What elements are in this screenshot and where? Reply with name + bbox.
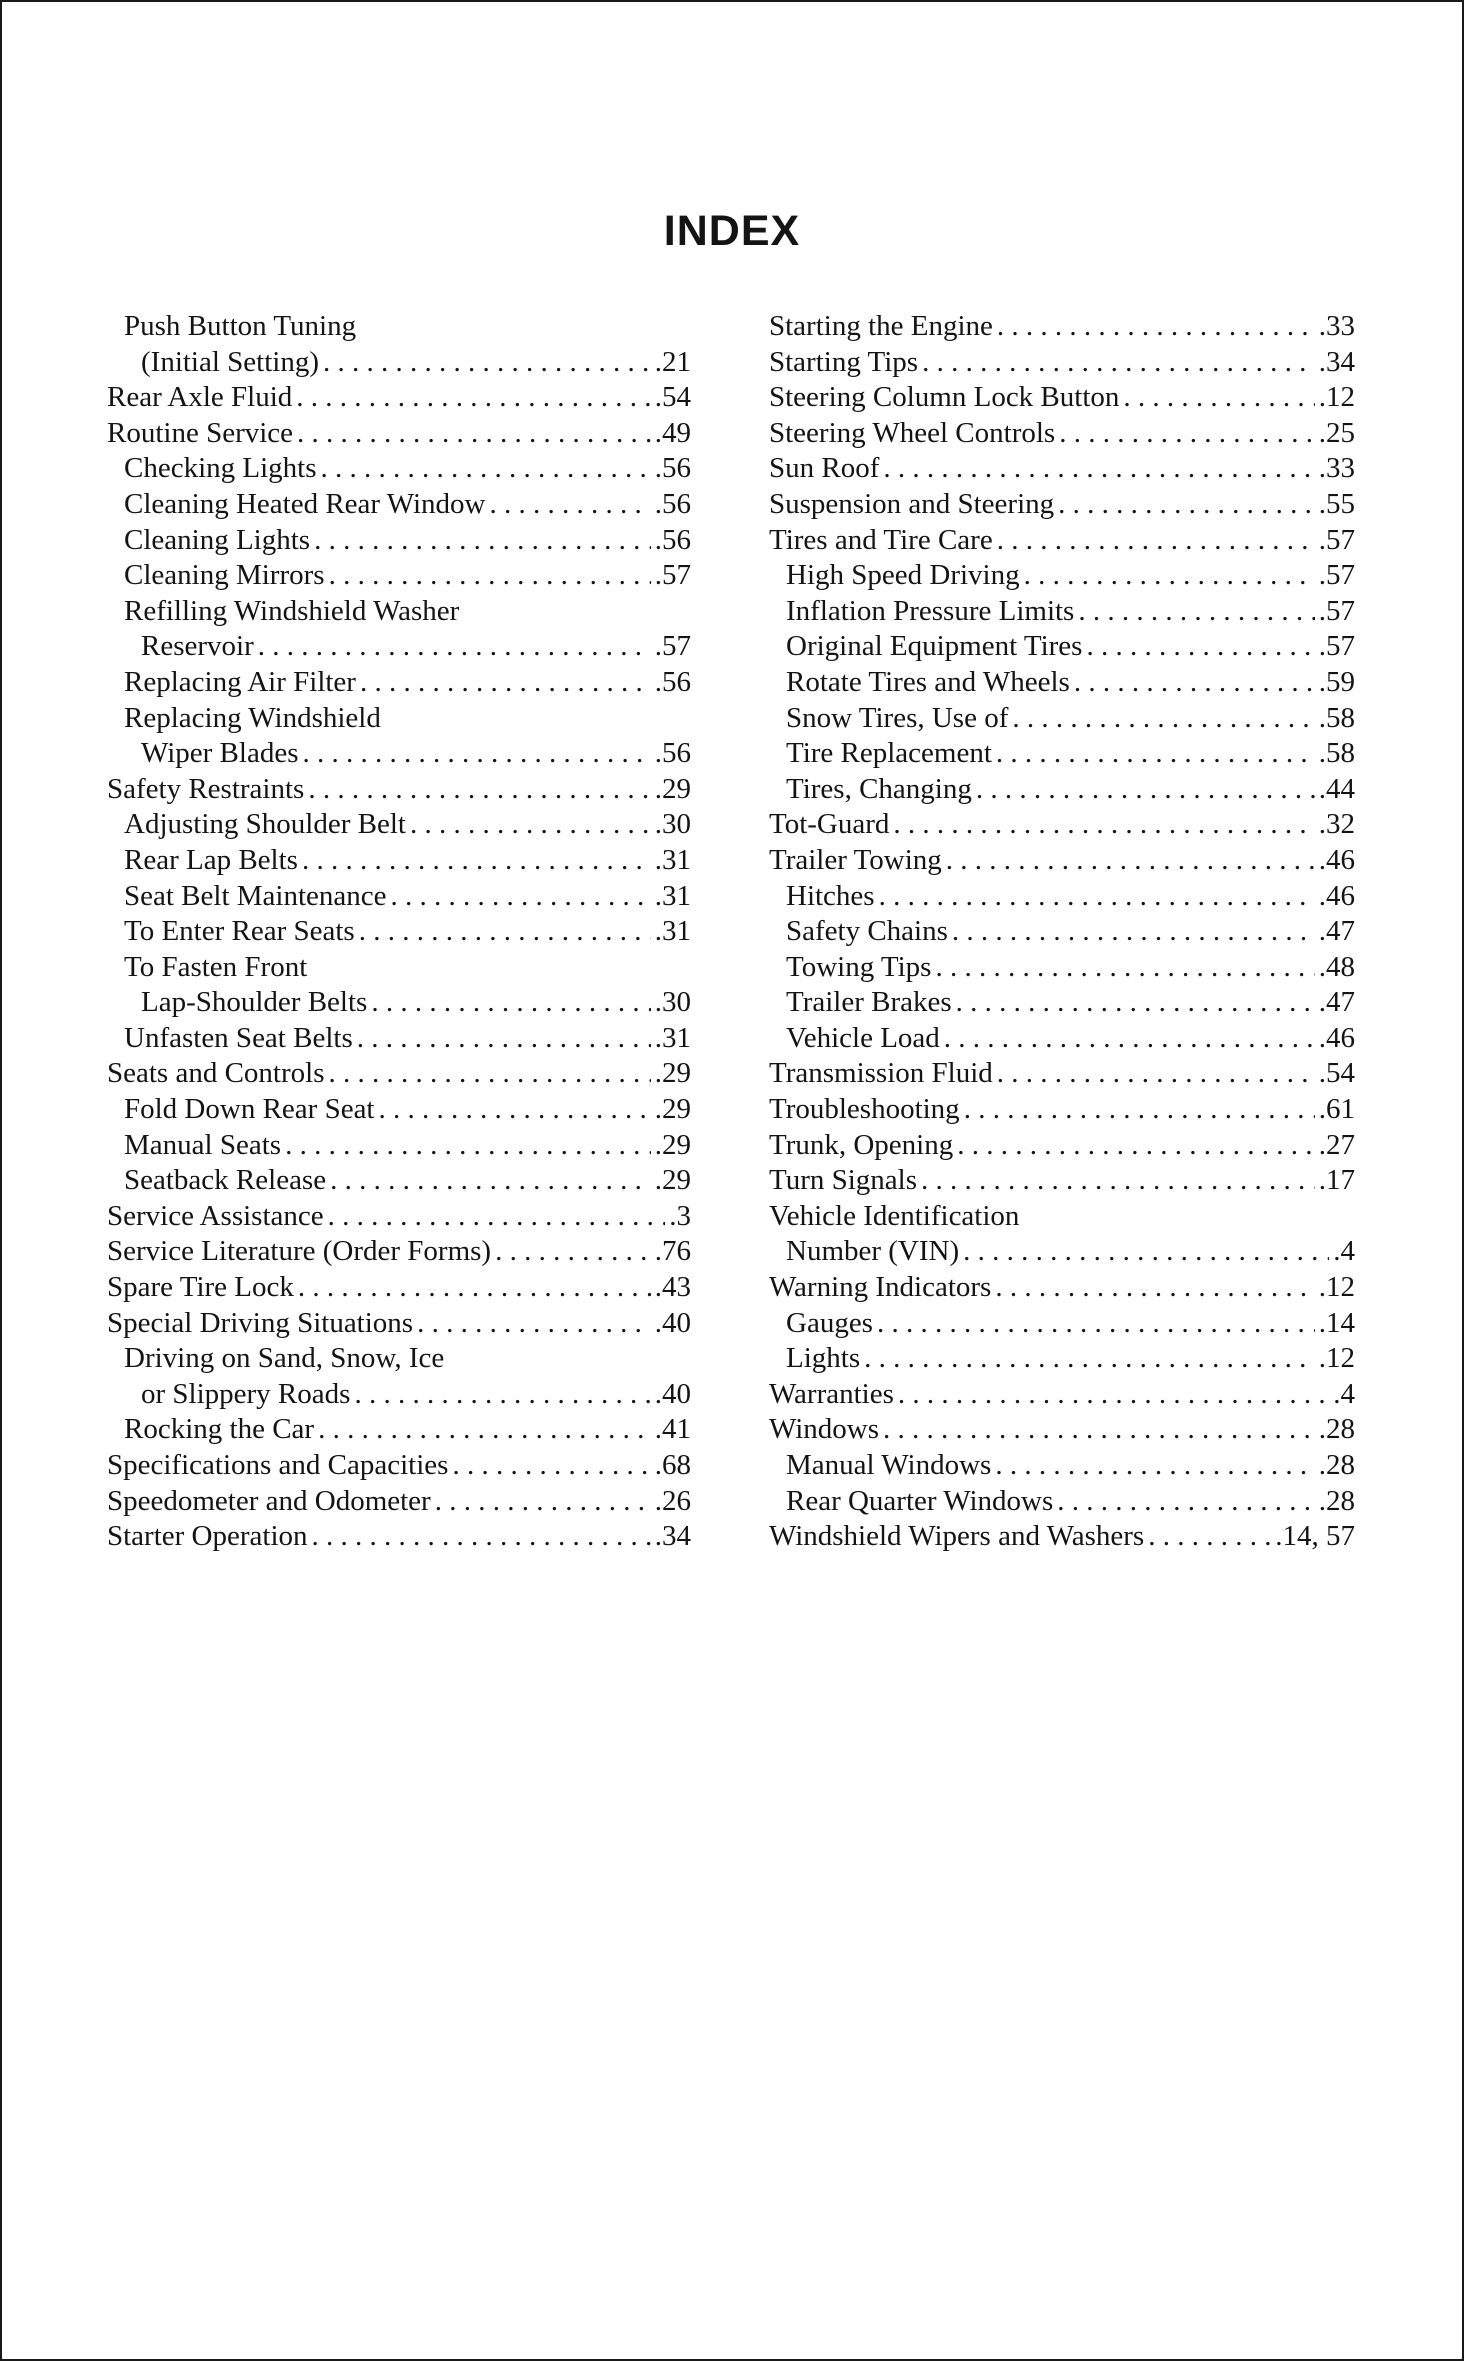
index-entry <box>769 1163 1355 1199</box>
index-entry-page: .76 <box>654 1235 691 1268</box>
index-entry-page: .32 <box>1318 808 1355 841</box>
index-entry-page: .17 <box>1318 1164 1355 1197</box>
index-entry-label: Steering Column Lock Button <box>769 381 1120 414</box>
dot-leader <box>957 1128 1315 1164</box>
index-entry <box>107 1199 691 1235</box>
index-entry-label: Speedometer and Odometer <box>107 1484 431 1517</box>
dot-leader <box>328 1199 666 1235</box>
index-entry-page: .31 <box>654 1021 691 1054</box>
dot-leader <box>357 1021 651 1057</box>
index-entry-label: Reservoir <box>141 630 254 663</box>
page-title: INDEX <box>663 207 801 255</box>
index-entry-label: Fold Down Rear Seat <box>124 1093 375 1126</box>
index-entry-page: .4 <box>1333 1235 1355 1268</box>
index-entry-page: .3 <box>669 1199 691 1232</box>
dot-leader <box>1078 594 1314 630</box>
index-entry-page: .41 <box>654 1413 691 1446</box>
index-entry-page: .25 <box>1318 416 1355 449</box>
dot-leader <box>976 772 1315 808</box>
index-entry-label: Seatback Release <box>124 1164 327 1197</box>
index-entry <box>107 1270 691 1306</box>
index-entry-page: .46 <box>1318 879 1355 912</box>
index-entry-label: Spare Tire Lock <box>107 1271 294 1304</box>
index-entry <box>769 772 1355 808</box>
dot-leader <box>922 345 1315 381</box>
index-entry <box>107 309 691 345</box>
index-entry-label: Driving on Sand, Snow, Ice <box>124 1342 445 1375</box>
index-entry <box>769 914 1355 950</box>
dot-leader <box>883 1412 1315 1448</box>
dot-leader <box>296 380 650 416</box>
index-entry <box>769 1128 1355 1164</box>
index-entry-label: Warning Indicators <box>769 1271 992 1304</box>
index-entry <box>107 451 691 487</box>
index-entry-page: .46 <box>1318 843 1355 876</box>
index-entry-label: Rear Axle Fluid <box>107 381 293 414</box>
dot-leader <box>1057 1484 1314 1520</box>
dot-leader <box>879 879 1315 915</box>
index-entry-label: Checking Lights <box>124 452 317 485</box>
index-entry-label: Troubleshooting <box>769 1093 960 1126</box>
index-entry-label: Trailer Brakes <box>786 986 952 1019</box>
index-entry-label: Warranties <box>769 1377 894 1410</box>
index-entry <box>769 416 1355 452</box>
index-entry <box>769 451 1355 487</box>
index-entry-label: (Initial Setting) <box>141 345 319 378</box>
dot-leader <box>298 1270 651 1306</box>
index-entry-label: Vehicle Load <box>786 1021 940 1054</box>
index-entry-page: .31 <box>654 915 691 948</box>
index-entry-page: .56 <box>654 665 691 698</box>
index-column-left <box>107 309 691 1555</box>
index-entry <box>769 345 1355 381</box>
dot-leader <box>379 1092 651 1128</box>
index-entry-label: Inflation Pressure Limits <box>786 594 1075 627</box>
index-entry <box>107 594 691 630</box>
dot-leader <box>877 1306 1315 1342</box>
dot-leader <box>312 1519 651 1555</box>
index-entry-label: Sun Roof <box>769 452 880 485</box>
index-entry-page: .43 <box>654 1271 691 1304</box>
dot-leader <box>944 1021 1315 1057</box>
index-entry-page: .54 <box>1318 1057 1355 1090</box>
dot-leader <box>1148 1519 1271 1555</box>
index-entry-label: Wiper Blades <box>141 737 299 770</box>
index-entry-label: Trailer Towing <box>769 843 942 876</box>
index-entry-page: .47 <box>1318 915 1355 948</box>
dot-leader <box>935 950 1314 986</box>
index-entry <box>107 950 691 986</box>
index-entry-page: .56 <box>654 452 691 485</box>
index-column-right <box>769 309 1355 1555</box>
index-entry-page: .29 <box>654 1128 691 1161</box>
index-entry-label: or Slippery Roads <box>141 1377 351 1410</box>
index-entry-label: Starting the Engine <box>769 310 993 342</box>
index-entry <box>107 380 691 416</box>
index-entry-label: Unfasten Seat Belts <box>124 1021 353 1054</box>
dot-leader <box>864 1341 1315 1377</box>
index-entry <box>769 807 1355 843</box>
index-entry <box>769 701 1355 737</box>
index-entry-page: .21 <box>654 345 691 378</box>
index-entry-page: .28 <box>1318 1413 1355 1446</box>
index-entry-page: .61 <box>1318 1093 1355 1126</box>
dot-leader <box>1059 416 1315 452</box>
index-entry-page: .14 <box>1318 1306 1355 1339</box>
index-entry <box>769 523 1355 559</box>
index-entry-label: Snow Tires, Use of <box>786 701 1009 734</box>
index-entry <box>769 629 1355 665</box>
index-entry-label: Towing Tips <box>786 950 932 983</box>
index-entry-page: .4 <box>1333 1377 1355 1410</box>
dot-leader <box>952 914 1315 950</box>
index-entry-page: .29 <box>654 1057 691 1090</box>
index-entry-label: Starting Tips <box>769 345 919 378</box>
index-entry <box>107 1448 691 1484</box>
dot-leader <box>308 772 650 808</box>
index-entry-label: Rocking the Car <box>124 1413 315 1446</box>
index-entry-label: Safety Chains <box>786 915 948 948</box>
index-entry-label: Rear Lap Belts <box>124 843 298 876</box>
index-entry-label: Tire Replacement <box>786 737 992 770</box>
index-entry-label: Cleaning Mirrors <box>124 559 325 592</box>
index-entry <box>107 1484 691 1520</box>
index-entry <box>769 1377 1355 1413</box>
index-entry-page: .29 <box>654 772 691 805</box>
index-entry <box>769 950 1355 986</box>
index-entry-page: .29 <box>654 1164 691 1197</box>
dot-leader <box>321 451 651 487</box>
index-entry-label: Seats and Controls <box>107 1057 325 1090</box>
index-entry <box>769 1306 1355 1342</box>
index-entry-page: .57 <box>654 559 691 592</box>
index-entry <box>107 1519 691 1555</box>
index-entry-page: .49 <box>654 416 691 449</box>
index-entry-label: Special Driving Situations <box>107 1306 414 1339</box>
index-entry-page: .56 <box>654 487 691 520</box>
dot-leader <box>435 1484 651 1520</box>
index-entry-page: .14, 57 <box>1275 1520 1355 1553</box>
index-entry <box>769 1341 1355 1377</box>
index-entry <box>769 665 1355 701</box>
index-entry-page: .55 <box>1318 487 1355 520</box>
index-entry-label: Rotate Tires and Wheels <box>786 665 1070 698</box>
dot-leader <box>285 1128 651 1164</box>
index-entry-label: Refilling Windshield Washer <box>124 594 460 627</box>
index-entry-label: High Speed Driving <box>786 559 1020 592</box>
dot-leader <box>452 1448 650 1484</box>
index-entry <box>107 523 691 559</box>
index-entry-label: Replacing Windshield <box>124 701 381 734</box>
index-entry <box>107 1092 691 1128</box>
index-entry-page: .33 <box>1318 310 1355 342</box>
dot-leader <box>359 914 651 950</box>
dot-leader <box>995 1448 1314 1484</box>
index-entry-page: .44 <box>1318 772 1355 805</box>
index-entry <box>769 1270 1355 1306</box>
index-entry-label: Original Equipment Tires <box>786 630 1083 663</box>
index-entry <box>769 594 1355 630</box>
index-entry <box>769 1412 1355 1448</box>
index-entry <box>107 1163 691 1199</box>
index-entry-label: Seat Belt Maintenance <box>124 879 387 912</box>
index-entry-page: .59 <box>1318 665 1355 698</box>
dot-leader <box>330 1163 651 1199</box>
index-entry-page: .68 <box>654 1449 691 1481</box>
dot-leader <box>1024 558 1315 594</box>
dot-leader <box>391 879 651 915</box>
index-entry <box>769 1234 1355 1270</box>
index-entry-label: Tot-Guard <box>769 808 890 841</box>
index-entry-label: Safety Restraints <box>107 772 305 805</box>
index-entry-page: .57 <box>1318 630 1355 663</box>
dot-leader <box>997 1056 1315 1092</box>
index-entry-page: .40 <box>654 1377 691 1410</box>
index-entry-page: .54 <box>654 381 691 414</box>
index-entry <box>769 736 1355 772</box>
index-entry-label: Windows <box>769 1413 879 1446</box>
index-entry <box>769 1021 1355 1057</box>
dot-leader <box>964 1092 1315 1128</box>
index-entry-page: .12 <box>1318 1342 1355 1375</box>
index-entry <box>107 1128 691 1164</box>
dot-leader <box>302 843 651 879</box>
index-entry <box>769 1199 1355 1235</box>
dot-leader <box>997 309 1315 345</box>
index-entry-label: Tires, Changing <box>786 772 972 805</box>
dot-leader <box>410 807 651 843</box>
dot-leader <box>314 523 651 559</box>
index-entry-label: Windshield Wipers and Washers <box>769 1520 1145 1553</box>
dot-leader <box>1058 487 1315 523</box>
index-entry-label: Transmission Fluid <box>769 1057 993 1090</box>
index-entry-label: Push Button Tuning <box>124 310 357 342</box>
index-entry-label: Manual Windows <box>786 1449 992 1481</box>
dot-leader <box>997 523 1315 559</box>
index-entry <box>107 1056 691 1092</box>
index-entry <box>769 1092 1355 1128</box>
index-entry-label: Adjusting Shoulder Belt <box>124 808 406 841</box>
dot-leader <box>354 1377 650 1413</box>
index-entry-label: Steering Wheel Controls <box>769 416 1056 449</box>
index-entry-page: .12 <box>1318 1271 1355 1304</box>
index-entry-page: .40 <box>654 1306 691 1339</box>
index-entry-label: To Enter Rear Seats <box>124 915 355 948</box>
index-entry-label: Suspension and Steering <box>769 487 1055 520</box>
index-entry-label: Hitches <box>786 879 875 912</box>
index-entry-page: .57 <box>654 630 691 663</box>
dot-leader <box>1123 380 1314 416</box>
index-entry-label: Replacing Air Filter <box>124 665 356 698</box>
index-entry <box>769 843 1355 879</box>
dot-leader <box>371 985 650 1021</box>
index-entry-page: .34 <box>654 1520 691 1553</box>
index-entry <box>107 487 691 523</box>
index-entry <box>107 1341 691 1377</box>
index-entry <box>107 665 691 701</box>
dot-leader <box>898 1377 1329 1413</box>
index-entry <box>107 985 691 1021</box>
index-entry <box>769 1056 1355 1092</box>
index-entry-page: .27 <box>1318 1128 1355 1161</box>
index-entry-page: .33 <box>1318 452 1355 485</box>
index-entry-page: .58 <box>1318 737 1355 770</box>
index-entry-page: .12 <box>1318 381 1355 414</box>
index-entry-label: Cleaning Lights <box>124 523 311 556</box>
index-entry-label: Cleaning Heated Rear Window <box>124 487 486 520</box>
dot-leader <box>318 1412 651 1448</box>
index-entry-label: Trunk, Opening <box>769 1128 954 1161</box>
index-entry-page: .31 <box>654 879 691 912</box>
dot-leader <box>963 1234 1329 1270</box>
index-entry <box>107 772 691 808</box>
index-entry <box>769 380 1355 416</box>
index-entry <box>107 1412 691 1448</box>
index-entry-page: .57 <box>1318 559 1355 592</box>
index-entry-page: .31 <box>654 843 691 876</box>
index-entry <box>769 558 1355 594</box>
index-entry-page: .34 <box>1318 345 1355 378</box>
dot-leader <box>946 843 1315 879</box>
index-entry-label: Lights <box>786 1342 861 1375</box>
index-entry <box>769 985 1355 1021</box>
dot-leader <box>360 665 651 701</box>
index-entry <box>769 879 1355 915</box>
dot-leader <box>1012 701 1314 737</box>
index-entry-page: .57 <box>1318 523 1355 556</box>
dot-leader <box>995 1270 1314 1306</box>
index-entry <box>107 701 691 737</box>
index-entry-label: Manual Seats <box>124 1128 282 1161</box>
dot-leader <box>921 1163 1315 1199</box>
dot-leader <box>323 345 651 381</box>
dot-leader <box>996 736 1315 772</box>
index-entry-page: .47 <box>1318 986 1355 1019</box>
dot-leader <box>495 1234 651 1270</box>
index-entry-label: Starter Operation <box>107 1520 308 1553</box>
index-entry-label: Rear Quarter Windows <box>786 1484 1054 1517</box>
dot-leader <box>329 558 651 594</box>
index-entry <box>107 736 691 772</box>
dot-leader <box>490 487 651 523</box>
index-entry-page: .30 <box>654 808 691 841</box>
index-entry <box>107 629 691 665</box>
dot-leader <box>302 736 650 772</box>
index-entry <box>107 1377 691 1413</box>
dot-leader <box>893 807 1314 843</box>
index-entry <box>769 309 1355 345</box>
index-entry <box>107 1021 691 1057</box>
index-entry-page: .26 <box>654 1484 691 1517</box>
index-entry <box>107 1234 691 1270</box>
index-entry-label: Service Assistance <box>107 1199 324 1232</box>
index-entry-page: .46 <box>1318 1021 1355 1054</box>
index-entry-page: .56 <box>654 523 691 556</box>
index-entry <box>769 1448 1355 1484</box>
dot-leader <box>956 985 1315 1021</box>
index-entry <box>107 843 691 879</box>
index-entry <box>107 1306 691 1342</box>
dot-leader <box>297 416 651 452</box>
index-entry <box>107 558 691 594</box>
index-entry <box>107 807 691 843</box>
dot-leader <box>329 1056 651 1092</box>
index-entry-label: Vehicle Identification <box>769 1199 1020 1232</box>
index-entry-page: .28 <box>1318 1484 1355 1517</box>
index-entry <box>769 1519 1355 1555</box>
dot-leader <box>417 1306 651 1342</box>
index-entry-page: .29 <box>654 1093 691 1126</box>
index-entry-page: .28 <box>1318 1449 1355 1481</box>
dot-leader <box>883 451 1314 487</box>
index-entry-label: Tires and Tire Care <box>769 523 993 556</box>
index-entry-label: Specifications and Capacities <box>107 1449 449 1481</box>
index-entry-page: .48 <box>1318 950 1355 983</box>
index-entry <box>107 345 691 381</box>
index-entry-label: Gauges <box>786 1306 873 1339</box>
index-entry-label: Number (VIN) <box>786 1235 960 1268</box>
index-entry <box>107 879 691 915</box>
dot-leader <box>1074 665 1315 701</box>
index-entry <box>769 487 1355 523</box>
dot-leader <box>1086 629 1314 665</box>
index-entry-label: Routine Service <box>107 416 294 449</box>
index-entry-page: .30 <box>654 986 691 1019</box>
index-entry-label: Service Literature (Order Forms) <box>107 1235 492 1268</box>
index-entry <box>107 914 691 950</box>
index-entry-page: .58 <box>1318 701 1355 734</box>
index-entry-label: Lap-Shoulder Belts <box>141 986 368 1019</box>
index-entry <box>107 416 691 452</box>
dot-leader <box>258 629 651 665</box>
index-entry <box>769 1484 1355 1520</box>
index-entry-label: To Fasten Front <box>124 950 308 983</box>
index-entry-page: .57 <box>1318 594 1355 627</box>
index-entry-page: .56 <box>654 737 691 770</box>
index-entry-label: Turn Signals <box>769 1164 918 1197</box>
